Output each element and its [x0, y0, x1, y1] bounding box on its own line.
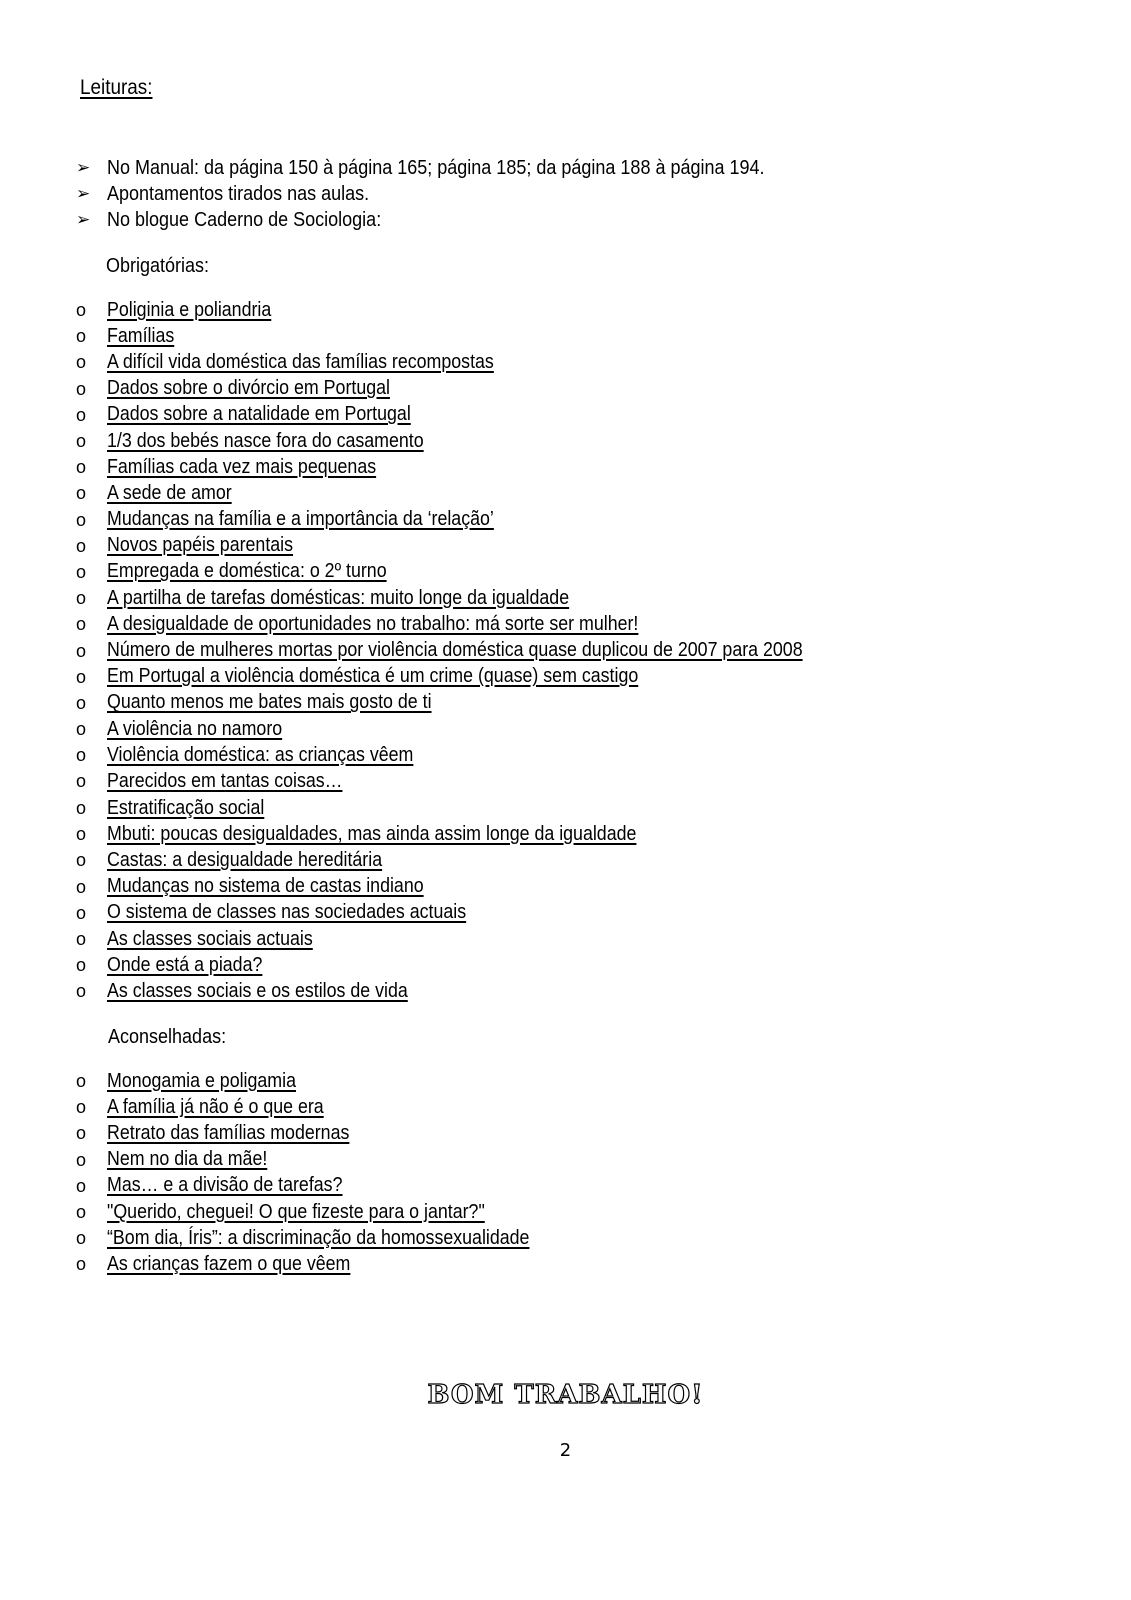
reading-link[interactable]: Número de mulheres mortas por violência doméstica quase duplicou de 2007 para 2008: [107, 639, 803, 662]
list-item: [76, 1068, 582, 1094]
circle-bullet-icon: o: [76, 535, 87, 556]
circle-bullet-icon: o: [76, 483, 87, 504]
list-item: [76, 559, 889, 585]
reading-link[interactable]: Mas… e a divisão de tarefas?: [107, 1174, 343, 1197]
mandatory-list-family: [76, 297, 889, 795]
circle-bullet-icon: o: [76, 876, 87, 897]
reading-link[interactable]: “Bom dia, Íris”: a discriminação da homossexualidade: [107, 1226, 530, 1249]
list-item: [76, 926, 702, 952]
list-item: [76, 1094, 582, 1120]
circle-bullet-icon: o: [76, 719, 87, 740]
reading-link[interactable]: Famílias cada vez mais pequenas: [107, 455, 377, 478]
list-item: [76, 1120, 582, 1146]
list-item: [76, 690, 889, 716]
reading-link[interactable]: A difícil vida doméstica das famílias recompostas: [107, 350, 494, 373]
recommended-list: [76, 1068, 582, 1278]
page-number: 2: [559, 1440, 572, 1461]
bullet-text: Apontamentos tirados nas aulas.: [107, 182, 370, 205]
list-item: [76, 978, 702, 1004]
list-item: [76, 585, 889, 611]
circle-bullet-icon: o: [76, 561, 87, 582]
reading-link[interactable]: Estratificação social: [107, 796, 265, 819]
bullet-item: [76, 207, 838, 233]
list-item: [76, 847, 702, 873]
list-item: [76, 349, 889, 375]
reading-link[interactable]: Empregada e doméstica: o 2º turno: [107, 560, 387, 583]
reading-link[interactable]: As crianças fazem o que vêem: [107, 1252, 351, 1275]
reading-link[interactable]: Mbuti: poucas desigualdades, mas ainda assim longe da igualdade: [107, 822, 637, 845]
reading-link[interactable]: Em Portugal a violência doméstica é um crime (quase) sem castigo: [107, 665, 639, 688]
reading-link[interactable]: Mudanças na família e a importância da ‘relação’: [107, 508, 494, 531]
circle-bullet-icon: o: [76, 745, 87, 766]
circle-bullet-icon: o: [76, 692, 87, 713]
list-item: [76, 297, 889, 323]
reading-link[interactable]: Onde está a piada?: [107, 953, 263, 976]
circle-bullet-icon: o: [76, 1149, 87, 1170]
bullet-item: [76, 181, 838, 207]
list-item: [76, 1251, 582, 1277]
circle-bullet-icon: o: [76, 509, 87, 530]
reading-link[interactable]: As classes sociais actuais: [107, 927, 313, 950]
list-item: [76, 1147, 582, 1173]
list-item: [76, 611, 889, 637]
reading-link[interactable]: Dados sobre a natalidade em Portugal: [107, 403, 411, 426]
circle-bullet-icon: o: [76, 929, 87, 950]
bullet-list: [76, 155, 838, 233]
reading-link[interactable]: Novos papéis parentais: [107, 534, 294, 557]
list-item: [76, 664, 889, 690]
circle-bullet-icon: o: [76, 850, 87, 871]
circle-bullet-icon: o: [76, 1228, 87, 1249]
circle-bullet-icon: o: [76, 902, 87, 923]
list-item: [76, 1173, 582, 1199]
list-item: [76, 402, 889, 428]
list-item: [76, 795, 702, 821]
reading-link[interactable]: "Querido, cheguei! O que fizeste para o jantar?": [107, 1200, 485, 1223]
list-item: [76, 637, 889, 663]
circle-bullet-icon: o: [76, 1071, 87, 1092]
list-item: [76, 507, 889, 533]
reading-link[interactable]: Retrato das famílias modernas: [107, 1121, 350, 1144]
circle-bullet-icon: o: [76, 431, 87, 452]
circle-bullet-icon: o: [76, 404, 87, 425]
readings-heading: Leituras:: [80, 76, 153, 99]
circle-bullet-icon: o: [76, 771, 87, 792]
reading-link[interactable]: Castas: a desigualdade hereditária: [107, 848, 383, 871]
list-item: [76, 376, 889, 402]
reading-link[interactable]: Monogamia e poligamia: [107, 1069, 296, 1092]
circle-bullet-icon: o: [76, 457, 87, 478]
list-item: [76, 454, 889, 480]
list-item: [76, 480, 889, 506]
reading-link[interactable]: 1/3 dos bebés nasce fora do casamento: [107, 429, 424, 452]
list-item: [76, 768, 889, 794]
list-item: [76, 900, 702, 926]
circle-bullet-icon: o: [76, 640, 87, 661]
arrow-bullet-icon: ➢: [76, 158, 91, 177]
circle-bullet-icon: o: [76, 1254, 87, 1275]
reading-link[interactable]: Mudanças no sistema de castas indiano: [107, 875, 424, 898]
circle-bullet-icon: o: [76, 955, 87, 976]
list-item: [76, 742, 889, 768]
reading-link[interactable]: A sede de amor: [107, 481, 232, 504]
circle-bullet-icon: o: [76, 1097, 87, 1118]
circle-bullet-icon: o: [76, 588, 87, 609]
list-item: [76, 1225, 582, 1251]
mandatory-label: Obrigatórias:: [106, 255, 210, 277]
circle-bullet-icon: o: [76, 326, 87, 347]
reading-link[interactable]: O sistema de classes nas sociedades actuais: [107, 901, 467, 924]
circle-bullet-icon: o: [76, 666, 87, 687]
bullet-text: No blogue Caderno de Sociologia:: [107, 208, 382, 231]
reading-link[interactable]: Nem no dia da mãe!: [107, 1148, 268, 1171]
bullet-item: [76, 155, 838, 181]
reading-link[interactable]: Poliginia e poliandria: [107, 298, 272, 321]
list-item: [76, 323, 889, 349]
arrow-bullet-icon: ➢: [76, 210, 91, 229]
circle-bullet-icon: o: [76, 300, 87, 321]
circle-bullet-icon: o: [76, 1175, 87, 1196]
closing-message: BOM TRABALHO!: [427, 1380, 704, 1410]
list-item: [76, 874, 702, 900]
reading-link[interactable]: As classes sociais e os estilos de vida: [107, 979, 408, 1002]
circle-bullet-icon: o: [76, 824, 87, 845]
list-item: [76, 533, 889, 559]
circle-bullet-icon: o: [76, 378, 87, 399]
reading-link[interactable]: Parecidos em tantas coisas…: [107, 769, 343, 792]
list-item: [76, 428, 889, 454]
reading-link[interactable]: Famílias: [107, 324, 175, 347]
reading-link[interactable]: Dados sobre o divórcio em Portugal: [107, 377, 390, 400]
circle-bullet-icon: o: [76, 614, 87, 635]
list-item: [76, 716, 889, 742]
circle-bullet-icon: o: [76, 352, 87, 373]
bullet-text: No Manual: da página 150 à página 165; página 185; da página 188 à página 194.: [107, 156, 765, 179]
circle-bullet-icon: o: [76, 798, 87, 819]
reading-link[interactable]: A partilha de tarefas domésticas: muito longe da igualdade: [107, 586, 570, 609]
arrow-bullet-icon: ➢: [76, 184, 91, 203]
reading-link[interactable]: Violência doméstica: as crianças vêem: [107, 743, 414, 766]
list-item: [76, 821, 702, 847]
circle-bullet-icon: o: [76, 981, 87, 1002]
recommended-label: Aconselhadas:: [108, 1026, 227, 1048]
reading-link[interactable]: A família já não é o que era: [107, 1095, 324, 1118]
mandatory-list-stratification: [76, 795, 702, 1005]
reading-link[interactable]: A violência no namoro: [107, 717, 283, 740]
list-item: [76, 952, 702, 978]
circle-bullet-icon: o: [76, 1202, 87, 1223]
list-item: [76, 1199, 582, 1225]
reading-link[interactable]: A desigualdade de oportunidades no trabalho: má sorte ser mulher!: [107, 612, 639, 635]
reading-link[interactable]: Quanto menos me bates mais gosto de ti: [107, 691, 432, 714]
circle-bullet-icon: o: [76, 1123, 87, 1144]
